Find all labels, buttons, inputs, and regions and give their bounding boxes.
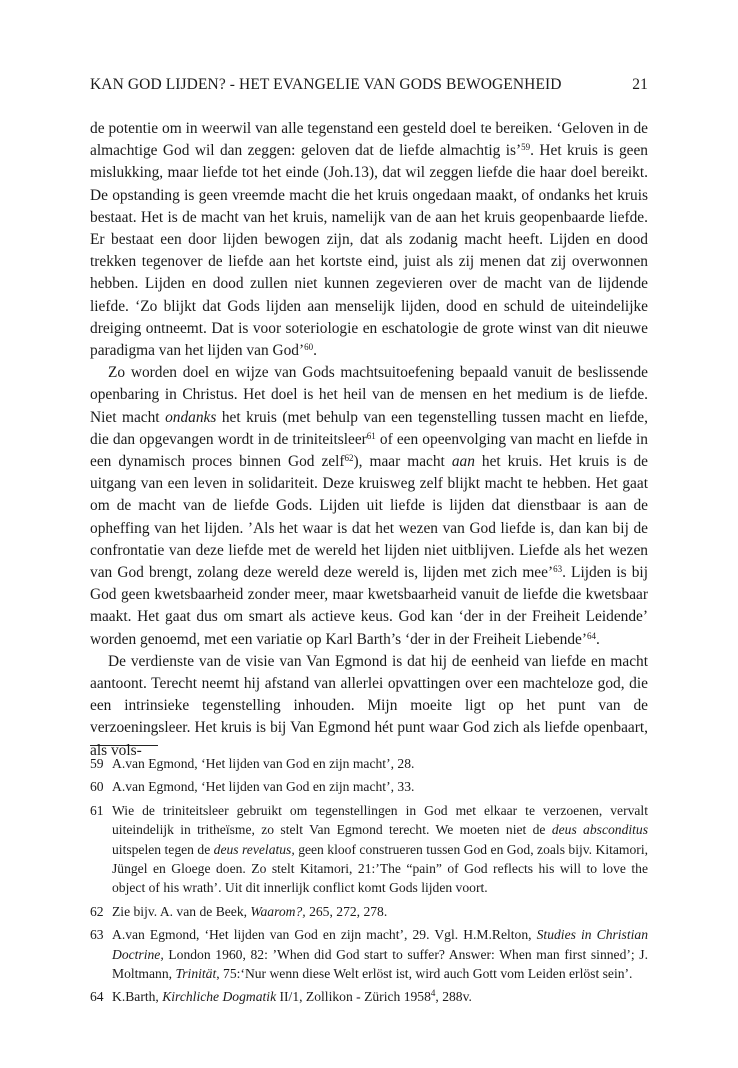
running-title: KAN GOD LIJDEN? - HET EVANGELIE VAN GODS BEWOGENHEID	[90, 76, 562, 93]
text-run: het kruis (met behulp van een tegenstelling tussen macht en liefde, die dan opgevangen wordt in de triniteitsleer	[90, 408, 648, 448]
footnote-ref-60: 60	[304, 342, 314, 353]
paragraph-1	[90, 118, 648, 362]
emphasis: Studies in Christian Doctrine,	[112, 927, 648, 962]
text-run: het kruis. Het kruis is de uitgang van een leven in solidariteit. Deze kruisweg zelf blijkt macht te hebben. Het gaat om de macht van de liefde Gods. Lijden uit liefde is lijden dat dienstbaar is aan de opheffing van het lijden. ’Als het waar is dat het wezen van God liefde is, dan kan bij de confrontatie van deze liefde met de wereld het lijden niet uitblijven. Liefde als het wezen van God brengt, zolang deze wereld deze wereld is, lijden met zich mee’	[90, 453, 648, 582]
text-run: Zo worden doel en wijze van Gods machtsuitoefening bepaald vanuit de beslissende openbaring in Christus. Het doel is het heil van de mensen en het medium is de liefde. Niet macht	[90, 364, 648, 426]
text-run: ), maar macht	[353, 453, 452, 471]
footnote-text	[112, 925, 648, 983]
footnote-59	[90, 754, 648, 773]
footnote-ref-62: 62	[344, 453, 354, 464]
text-run: A.van Egmond, ‘Het lijden van God en zijn macht’, 28.	[112, 756, 415, 771]
footnote-number: 62	[90, 903, 104, 919]
text-run: II/1, Zollikon - Zürich 1958	[276, 989, 431, 1005]
emphasis: deus absconditus	[551, 822, 649, 838]
running-header	[90, 76, 648, 98]
footnote-ref-59: 59	[521, 142, 531, 153]
emphasis: Waarom?,	[250, 903, 306, 919]
footnotes	[90, 754, 648, 1011]
text-run: de potentie om in weerwil van alle tegenstand een gesteld doel te bereiken. ‘Geloven in de almachtige God wil dan zeggen: geloven dat de liefde almachtig is’	[90, 120, 648, 160]
footnote-60	[90, 777, 648, 796]
body-text	[90, 118, 648, 762]
paragraph-3	[90, 651, 648, 762]
text-run: A.van Egmond, ‘Het lijden van God en zijn macht’, 29. Vgl. H.M.Relton,	[112, 927, 537, 943]
footnote-62	[90, 902, 648, 921]
footnote-ref-63: 63	[553, 564, 563, 575]
footnote-number: 63	[90, 927, 104, 943]
text-run: .	[313, 342, 317, 360]
page-number: 21	[632, 76, 648, 93]
text-run: K.Barth,	[112, 989, 163, 1005]
footnote-text	[112, 754, 648, 773]
footnote-text	[112, 902, 648, 921]
text-run: . Lijden is bij God geen kwetsbaarheid zonder meer, maar kwetsbaarheid vanuit de liefde die kwetsbaar maakt. Het gaat dus om smart als actieve keus. God kan ‘der in der Freiheit Leidende’ worden genoemd, met een variatie op Karl Barth’s ‘der in der Freiheit Liebende’	[90, 564, 648, 648]
text-run: , 288v.	[435, 989, 472, 1005]
text-run: . Het kruis is geen mislukking, maar liefde tot het einde (Joh.13), dat wil zeggen liefde die haar doel bereikt. De opstanding is geen vreemde macht die het kruis ongedaan maakt, of ondanks het kruis bestaat. Het is de macht van het kruis, namelijk van de aan het kruis geopenbaarde liefde. Er bestaat een door lijden bewogen zijn, dat als zodanig macht heeft. Lijden en dood trekken tegenover de liefde aan het kortste eind, juist als zij menen dat zij overwonnen hebben. Lijden en dood zullen niet kunnen zegevieren over de macht van de lijdende liefde. ‘Zo blijkt dat Gods lijden aan menselijk lijden, dood en schuld de uiteindelijke dreiging ontneemt. Dat is voor soteriologie en eschatologie de grote winst van dit nieuwe paradigma van het lijden van God’	[90, 142, 648, 360]
footnote-ref-61: 61	[366, 430, 376, 441]
text-run: , 75:‘Nur wenn diese Welt erlöst ist, wird auch Gott vom Leiden erlöst sein’.	[216, 966, 633, 982]
text-run: Wie de triniteitsleer gebruikt om tegenstellingen in God met elkaar te verzoenen, vervalt uiteindelijk in tritheïsme, zo stelt Van Egmond terecht. We moeten niet de	[112, 802, 648, 838]
text-run: uitspelen tegen de	[112, 841, 214, 857]
footnote-number: 60	[90, 779, 104, 795]
emphasis: ondanks	[165, 408, 217, 426]
emphasis: deus revelatus,	[213, 841, 295, 857]
text-run: .	[596, 630, 600, 648]
text-run: A.van Egmond, ‘Het lijden van God en zijn macht’, 33.	[112, 779, 415, 795]
footnote-separator	[90, 745, 158, 746]
text-run: 265, 272, 278.	[305, 903, 388, 919]
emphasis: Trinität	[175, 966, 217, 982]
text-run: De verdienste van de visie van Van Egmond is dat hij de eenheid van liefde en macht aantoont. Terecht neemt hij afstand van allerlei opvattingen over een machteloze god, die een intrinsieke tegenstelling inhouden. Mijn moeite ligt op het punt van de verzoeningsleer. Het kruis is bij Van Egmond hét punt waar God zich als liefde openbaart, als vols-	[90, 652, 648, 759]
footnote-number: 64	[90, 989, 104, 1005]
footnote-63	[90, 925, 648, 983]
text-run: geen kloof construeren tussen God en God, zoals bijv. Kitamori, Jüngel en Gloege doen. Zo stelt Kitamori, 21:’The “pain” of God reflects his will to love the object of his wrath’. Uit dit innerlijk conflict komt Gods lijden voort.	[112, 841, 648, 896]
footnote-text	[112, 777, 648, 796]
text-run: of een opeenvolging van macht en liefde in een dynamisch proces binnen God zelf	[90, 430, 648, 471]
superscript: 4	[430, 988, 436, 999]
footnote-number: 61	[90, 802, 104, 818]
footnote-ref-64: 64	[587, 630, 597, 641]
text-run: London 1960, 82: ’When did God start to suffer? Answer: When man first sinned’; J. Moltmann,	[112, 946, 648, 982]
emphasis: aan	[451, 453, 475, 471]
footnote-text	[112, 801, 648, 898]
emphasis: Kirchliche Dogmatik	[162, 989, 277, 1005]
footnote-61	[90, 801, 648, 898]
footnote-number: 59	[90, 756, 104, 771]
text-run: Zie bijv. A. van de Beek,	[112, 903, 251, 919]
footnote-text	[112, 987, 648, 1006]
paragraph-2	[90, 362, 648, 651]
footnote-64	[90, 987, 648, 1006]
